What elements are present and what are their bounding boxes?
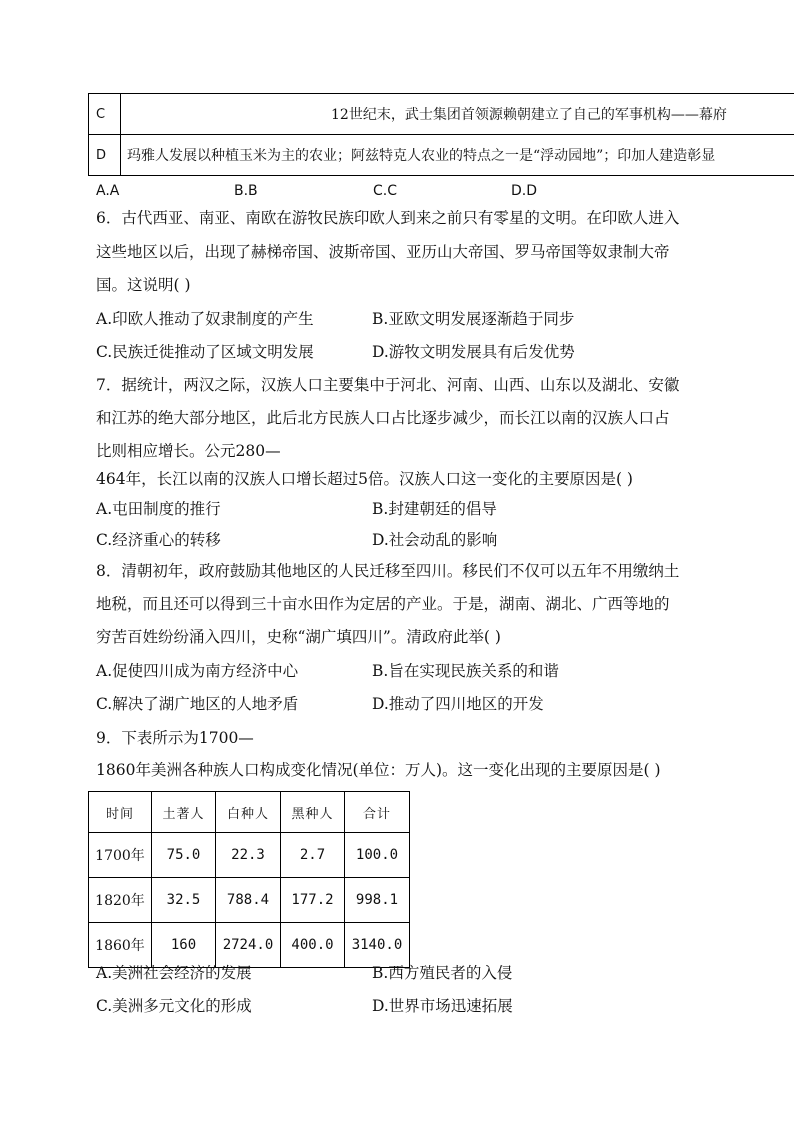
option-text: 12世纪末，武士集团首领源赖朝建立了自己的军事机构——幕府 — [121, 94, 794, 135]
q9-stem-line: 9．下表所示为1700— — [96, 729, 254, 747]
table-cell: 22.3 — [216, 833, 281, 878]
q5-choice-c: C.C — [373, 183, 398, 199]
q6-stem-line: 6．古代西亚、南亚、南欧在游牧民族印欧人到来之前只有零星的文明。在印欧人进入 — [96, 209, 680, 227]
q7-stem-line: 7．据统计，两汉之际，汉族人口主要集中于河北、河南、山西、山东以及湖北、安徽 — [96, 376, 680, 394]
q9-option-a: A.美洲社会经济的发展 — [96, 964, 252, 982]
table-row — [89, 833, 410, 878]
table-row — [89, 878, 410, 923]
option-text: 玛雅人发展以种植玉米为主的农业；阿兹特克人农业的特点之一是“浮动园地”；印加人建造彰显 — [121, 135, 794, 176]
table-cell: 1820年 — [89, 878, 152, 923]
options-row-d — [89, 135, 794, 176]
q9-option-c: C.美洲多元文化的形成 — [96, 997, 252, 1015]
q7-option-a: A.屯田制度的推行 — [96, 500, 221, 518]
table-header: 黑种人 — [281, 792, 345, 833]
q6-option-c: C.民族迁徙推动了区域文明发展 — [96, 343, 314, 361]
option-letter: D — [89, 135, 121, 176]
table-cell: 32.5 — [152, 878, 216, 923]
q7-stem-line: 和江苏的绝大部分地区，此后北方民族人口占比逐步减少，而长江以南的汉族人口占 — [96, 409, 670, 427]
table-cell: 788.4 — [216, 878, 281, 923]
q9-stem-line: 1860年美洲各种族人口构成变化情况(单位：万人)。这一变化出现的主要原因是( ) — [96, 761, 661, 779]
q6-stem-line: 这些地区以后，出现了赫梯帝国、波斯帝国、亚历山大帝国、罗马帝国等奴隶制大帝 — [96, 243, 670, 261]
q8-stem-line: 8．清朝初年，政府鼓励其他地区的人民迁移至四川。移民们不仅可以五年不用缴纳土 — [96, 562, 680, 580]
q9-option-b: B.西方殖民者的入侵 — [372, 964, 513, 982]
table-cell: 177.2 — [281, 878, 345, 923]
table-header: 土著人 — [152, 792, 216, 833]
q8-stem-line: 穷苦百姓纷纷涌入四川，史称“湖广填四川”。清政府此举( ) — [96, 628, 501, 646]
q7-option-d: D.社会动乱的影响 — [372, 531, 498, 549]
table-cell: 100.0 — [345, 833, 410, 878]
table-cell: 2724.0 — [216, 923, 281, 968]
population-table — [88, 791, 410, 968]
table-header-row — [89, 792, 410, 833]
q5-choice-b: B.B — [234, 183, 258, 199]
table-header: 合计 — [345, 792, 410, 833]
table-cell: 400.0 — [281, 923, 345, 968]
table-row — [89, 923, 410, 968]
table-cell: 3140.0 — [345, 923, 410, 968]
q7-option-c: C.经济重心的转移 — [96, 531, 221, 549]
table-header: 时间 — [89, 792, 152, 833]
options-table — [88, 93, 794, 176]
q5-choice-d: D.D — [511, 183, 538, 199]
table-cell: 75.0 — [152, 833, 216, 878]
q7-stem-line: 比则相应增长。公元280— — [96, 442, 281, 460]
q8-option-d: D.推动了四川地区的开发 — [372, 695, 544, 713]
q8-option-b: B.旨在实现民族关系的和谐 — [372, 662, 559, 680]
q8-option-a: A.促使四川成为南方经济中心 — [96, 662, 299, 680]
option-letter: C — [89, 94, 121, 135]
q8-stem-line: 地税，而且还可以得到三十亩水田作为定居的产业。于是，湖南、湖北、广西等地的 — [96, 595, 670, 613]
q6-option-d: D.游牧文明发展具有后发优势 — [372, 343, 575, 361]
q7-stem-line: 464年，长江以南的汉族人口增长超过5倍。汉族人口这一变化的主要原因是( ) — [96, 470, 633, 488]
q5-choice-a: A.A — [96, 183, 120, 199]
table-cell: 2.7 — [281, 833, 345, 878]
table-header: 白种人 — [216, 792, 281, 833]
q8-option-c: C.解决了湖广地区的人地矛盾 — [96, 695, 299, 713]
table-cell: 1700年 — [89, 833, 152, 878]
table-cell: 160 — [152, 923, 216, 968]
table-cell: 998.1 — [345, 878, 410, 923]
q6-option-a: A.印欧人推动了奴隶制度的产生 — [96, 310, 314, 328]
q9-option-d: D.世界市场迅速拓展 — [372, 997, 513, 1015]
q7-option-b: B.封建朝廷的倡导 — [372, 500, 497, 518]
options-row-c — [89, 94, 794, 135]
table-cell: 1860年 — [89, 923, 152, 968]
q6-stem-line: 国。这说明( ) — [96, 276, 191, 294]
q6-option-b: B.亚欧文明发展逐渐趋于同步 — [372, 310, 575, 328]
